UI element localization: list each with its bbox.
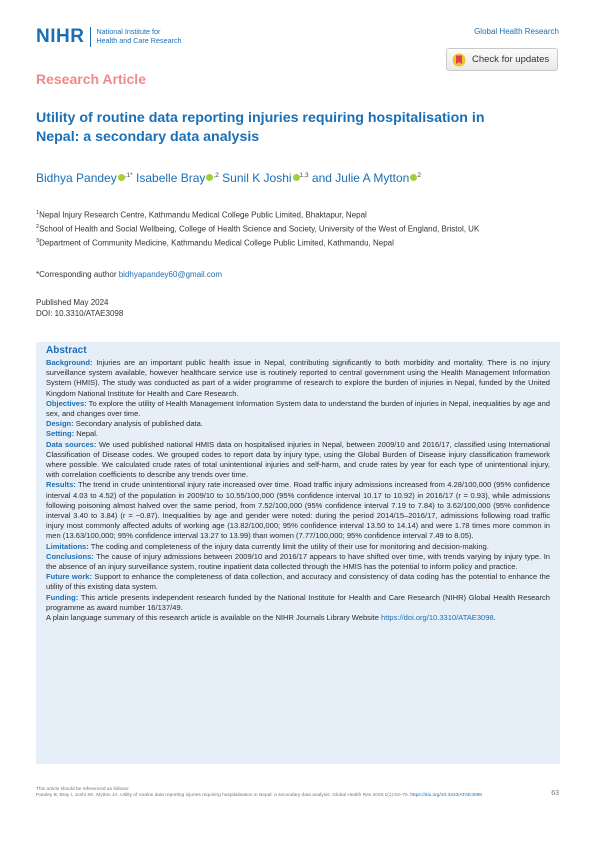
abstract-section: Limitations: The coding and completeness of the injury data currently limit the utility of their use for monitoring and decision-making. — [46, 541, 489, 551]
citation-intro: This article should be referenced as follows: — [36, 787, 130, 792]
affiliation: $^1$Nepal Injury Research Centre, Kathmandu Medical College Public Limited, Bhaktapur, Nepal — [36, 210, 367, 220]
abstract-section: Data sources: We used published national HMIS data on hospitalised injuries in Nepal, between 2009/10 and 2016/17, classified using International Classification of Disease codes. We grouped codes to report data by injury type, using the Global Burden of Disease injury classification framework where possible. We calculated crude rates of total unintentional injuries and self-harm, and crude rates by year for each type of unintentional injury, with correlation coefficients to describe any trends over time. — [46, 439, 550, 480]
doi[interactable]: DOI: 10.3310/ATAE3098 — [36, 309, 124, 318]
check-for-updates-icon — [452, 53, 466, 67]
corresponding-author — [36, 270, 222, 279]
logo-mark: NIHR — [36, 26, 85, 47]
author-affiliation-marker: 1,3 — [299, 172, 309, 179]
check-for-updates-button[interactable] — [446, 48, 558, 71]
author-name[interactable]: Julie A Mytton — [335, 171, 410, 185]
author-name[interactable]: Bidhya Pandey — [36, 171, 117, 185]
abstract-section: Objectives: To explore the utility of Health Management Information System data to understand the burden of injuries in Nepal, inequalities by age and sex, and changes over time. — [46, 398, 550, 419]
check-for-updates-label: Check for updates — [472, 54, 550, 65]
article-type: Research Article — [36, 71, 146, 87]
nihr-logo[interactable] — [36, 26, 182, 48]
article-title: Utility of routine data reporting injuries requiring hospitalisation in Nepal: a secondary data analysis — [36, 110, 485, 145]
orcid-icon[interactable] — [118, 174, 125, 181]
citation-footer — [36, 787, 526, 799]
abstract-section: Design: Secondary analysis of published data. — [46, 419, 203, 429]
abstract-section: Setting: Nepal. — [46, 429, 99, 439]
author-affiliation-marker: ,2 — [213, 172, 219, 179]
affiliation: $^2$School of Health and Social Wellbeing, College of Health Science and Society, University of the West of England, Bristol, UK — [36, 224, 480, 234]
logo-line-1: National Institute for — [96, 27, 161, 37]
abstract-section: Funding: This article presents independent research funded by the National Institute for Health and Care Research (NIHR) Global Health Research programme as award number 16/137/49. — [46, 592, 550, 612]
abstract-section: Results: The trend in crude unintentional injury rate increased over time. Road traffic injury admissions increased from 4.28/100,000 (95% confidence interval 4.03 to 4.52) of the population in 2009/10 to 10.55/100,000 (95% confidence interval 10.17 to 10.92) in 2016/17 (r = 0.93), while admissions following poisoning almost halved over the same period, from 7.52/100,000 (95% confidence interval 7.19 to 7.84) to 3.62/100,000 (95% confidence interval 3.40 to 3.84) (r = −0.87). Inequalities by age and gender were noted: during the period 2014/15–2016/17, admissions following road traffic injury most commonly affected adults of working age (13.82/100,000; 95% confidence interval 13.50 to 14.14) and were 1.78 times more common in men (13.63/100,000; 95% confidence interval 13.27 to 13.99) than women (7.77/100,000; 95% confidence interval 7.49 to 8.05). — [46, 480, 550, 541]
author-affiliation-marker: 2 — [417, 172, 421, 179]
published-date: Published May 2024 — [36, 298, 109, 307]
journal-name: Global Health Research — [474, 27, 559, 36]
page-number: 63 — [551, 790, 559, 797]
abstract-box — [36, 342, 560, 764]
logo-divider — [90, 27, 91, 47]
author-name[interactable]: Sunil K Joshi — [222, 171, 292, 185]
abstract-section: Future work: Support to enhance the completeness of data collection, and accuracy and consistency of data coding has the potential to enhance the utility of this existing data system. — [46, 572, 550, 592]
abstract-heading: Abstract — [46, 345, 87, 356]
citation-text: Pandey B, Bray I, Joshi SK, Mytton JA. Utility of routine data reporting injuries requiring hospitalisation in Nepal: a secondary data analysis. Global Health Res 2025;1(1):63–75. https://doi.org/10.3310/ATAE3098 — [36, 793, 482, 798]
corresponding-label: *Corresponding author — [36, 270, 117, 279]
affiliation: $^3$Department of Community Medicine, Kathmandu Medical College Public Limited, Kathmandu, Nepal — [36, 238, 394, 248]
plain-language-link[interactable]: https://doi.org/10.3310/ATAE3098 — [381, 613, 494, 623]
corresponding-email-link[interactable]: bidhyapandey60@gmail.com — [118, 270, 223, 279]
logo-line-2: Health and Care Research — [96, 36, 182, 45]
author-list: Bidhya Pandey $^{,1*}$ Isabelle Bray $^{,2}$ Sunil K Joshi $^{1,3}$ and Julie A Mytton $^2$ — [36, 171, 421, 185]
abstract-section: Conclusions: The cause of injury admissions between 2009/10 and 2016/17 appears to have shifted over time, with trends varying by injury type. In the absence of an injury surveillance system, routine inpatient data collected through the HMIS has the potential to inform policy and practice. — [46, 551, 550, 572]
logo-text — [96, 28, 181, 45]
affiliations — [36, 208, 536, 250]
abstract-section: Background: Injuries are an important public health issue in Nepal, contributing significantly to both morbidity and mortality. There is no injury surveillance system available, however healthcare service use is routinely reported to central government using the Health Management Information System (HMIS). The study was conducted as part of a wider programme of research to explore the burden of injuries in Nepal, funded by the United Kingdom National Institute for Health and Care Research. — [46, 358, 550, 398]
orcid-icon[interactable] — [293, 174, 300, 181]
plain-language-summary: A plain language summary of this research article is available on the NIHR Journals Library Website https://doi.org/10.3310/ATAE3098. — [46, 613, 496, 623]
citation-link[interactable]: https://doi.org/10.3310/ATAE3098 — [410, 793, 482, 798]
author-name[interactable]: Isabelle Bray — [136, 171, 206, 185]
author-affiliation-marker: ,1* — [124, 172, 133, 179]
publication-info — [36, 297, 123, 319]
